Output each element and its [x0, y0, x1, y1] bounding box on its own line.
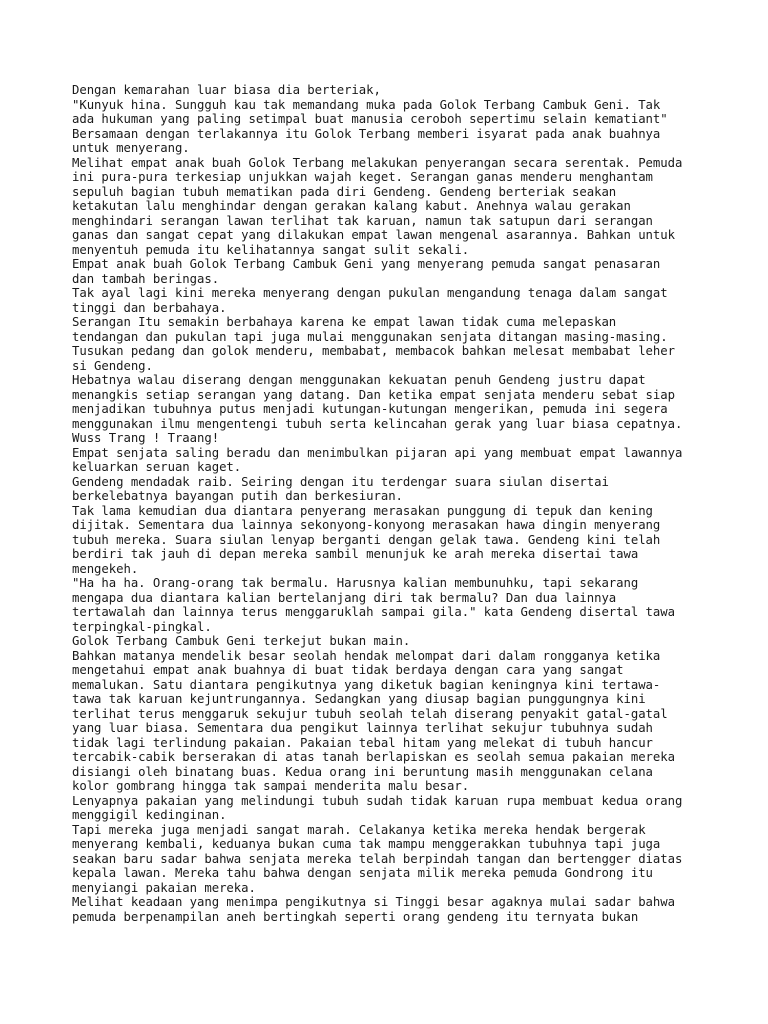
paragraph: Hebatnya walau diserang dengan menggunakan kekuatan penuh Gendeng justru dapat menangkis setiap serangan yang datang. Dan ketika empat senjata menderu sebat siap menjadikan tubuhnya putus menjadi kutungan-kutungan mengerikan, pemuda ini segera menggunakan ilmu mengentengi tubuh serta kelincahan gerak yang luar biasa cepatnya.	[72, 373, 683, 431]
paragraph: Tapi mereka juga menjadi sangat marah. Celakanya ketika mereka hendak bergerak menyerang kembali, keduanya bukan cuma tak mampu menggerakkan tubuhnya tapi juga seakan baru sadar bahwa senjata mereka telah berpindah tangan dan bertengger diatas kepala lawan. Mereka tahu bahwa dengan senjata milik mereka pemuda Gondrong itu menyiangi pakaian mereka.	[72, 822, 683, 895]
document-page	[72, 83, 712, 924]
paragraph: Melihat keadaan yang menimpa pengikutnya si Tinggi besar agaknya mulai sadar bahwa pemuda berpenampilan aneh bertingkah seperti orang gendeng itu ternyata bukan	[72, 895, 675, 924]
paragraph: Empat senjata saling beradu dan menimbulkan pijaran api yang membuat empat lawannya keluarkan seruan kaget.	[72, 445, 683, 474]
paragraph: Tak lama kemudian dua diantara penyerang merasakan punggung di tepuk dan kening dijitak. Sementara dua lainnya sekonyong-konyong merasakan hawa dingin menyerang tubuh mereka. Suara siulan lenyap berganti dengan gelak tawa. Gendeng kini telah berdiri tak jauh di depan mereka sambil menunjuk ke arah mereka disertai tawa mengekeh.	[72, 503, 661, 576]
paragraph: "Kunyuk hina. Sungguh kau tak memandang muka pada Golok Terbang Cambuk Geni. Tak ada hukuman yang paling setimpal buat manusia ceroboh sepertimu selain kematiant"	[72, 97, 668, 126]
paragraph: Dengan kemarahan luar biasa dia berteriak,	[72, 83, 381, 97]
paragraph: Tak ayal lagi kini mereka menyerang dengan pukulan mengandung tenaga dalam sangat tinggi dan berbahaya.	[72, 286, 668, 315]
paragraph: Serangan Itu semakin berbahaya karena ke empat lawan tidak cuma melepaskan tendangan dan pukulan tapi juga mulai menggunakan senjata ditangan masing-masing. Tusukan pedang dan golok menderu, membabat, membacok bahkan melesat membabat leher si Gendeng.	[72, 315, 675, 373]
paragraph: Gendeng mendadak raib. Seiring dengan itu terdengar suara siulan disertai berkelebatnya bayangan putih dan berkesiuran.	[72, 474, 609, 503]
paragraph: Wuss Trang ! Traang!	[72, 431, 220, 445]
paragraph: Bahkan matanya mendelik besar seolah hendak melompat dari dalam rongganya ketika mengetahui empat anak buahnya di buat tidak berdaya dengan cara yang sangat memalukan. Satu diantara pengikutnya yang diketuk bagian keningnya kini tertawa- tawa tak karuan kejuntrungannya. Sedangkan yang diusap bagian punggungnya kini terlihat terus menggaruk sekujur tubuh seolah telah diserang penyakit gatal-gatal yang luar biasa. Sementara dua pengikut lainnya terlihat sekujur tubuhnya sudah tidak lagi terlindung pakaian. Pakaian tebal hitam yang melekat di tubuh hancur tercabik-cabik berserakan di atas tanah berlapiskan es seolah semua pakaian mereka disiangi oleh binatang buas. Kedua orang ini beruntung masih menggunakan celana kolor gombrang hingga tak sampai menderita malu besar.	[72, 648, 675, 793]
paragraph: Empat anak buah Golok Terbang Cambuk Geni yang menyerang pemuda sangat penasaran dan tambah beringas.	[72, 257, 661, 286]
paragraph: "Ha ha ha. Orang-orang tak bermalu. Harusnya kalian membunuhku, tapi sekarang mengapa dua diantara kalian bertelanjang diri tak bermalu? Dan dua lainnya tertawalah dan lainnya terus menggaruklah sampai gila." kata Gendeng disertal tawa terpingkal-pingkal.	[72, 576, 675, 634]
paragraph: Lenyapnya pakaian yang melindungi tubuh sudah tidak karuan rupa membuat kedua orang menggigil kedinginan.	[72, 793, 683, 822]
paragraph: Melihat empat anak buah Golok Terbang melakukan penyerangan secara serentak. Pemuda ini pura-pura terkesiap unjukkan wajah keget. Serangan ganas menderu menghantam sepuluh bagian tubuh mematikan pada diri Gendeng. Gendeng berteriak seakan ketakutan lalu menghindar dengan gerakan kalang kabut. Anehnya walau gerakan menghindari serangan lawan terlihat tak karuan, namun tak satupun dari serangan ganas dan sangat cepat yang dilakukan empat lawan mengenal asarannya. Bahkan untuk menyentuh pemuda itu kelihatannya sangat sulit sekali.	[72, 155, 683, 257]
paragraph: Golok Terbang Cambuk Geni terkejut bukan main.	[72, 634, 411, 648]
paragraph: Bersamaan dengan terlakannya itu Golok Terbang memberi isyarat pada anak buahnya untuk menyerang.	[72, 126, 661, 155]
